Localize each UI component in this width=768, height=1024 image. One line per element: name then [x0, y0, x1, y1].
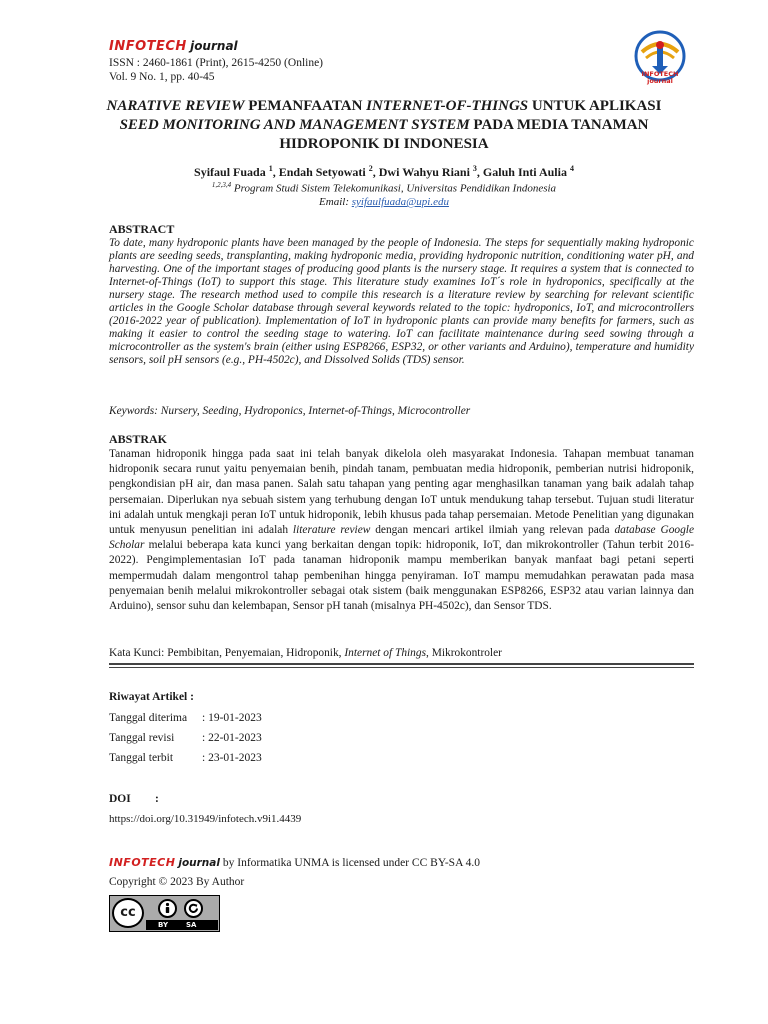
issn: ISSN : 2460-1861 (Print), 2615-4250 (Online): [109, 57, 324, 69]
badge-label-bar: [146, 920, 218, 930]
cc-by-sa-badge[interactable]: [109, 895, 220, 932]
abstrak-keywords: Kata Kunci: Pembibitan, Penyemaian, Hidroponik, Internet of Things, Mikrokontroler: [109, 647, 502, 659]
volume-info: Vol. 9 No. 1, pp. 40-45: [109, 71, 215, 83]
divider-thick: [109, 663, 694, 665]
copyright: Copyright © 2023 By Author: [109, 876, 245, 888]
author-email: Email: syifaulfuada@upi.edu: [319, 196, 449, 208]
journal-logo: [632, 30, 688, 88]
history-received-label: Tanggal diterima: [109, 712, 188, 724]
divider-thin: [109, 667, 694, 668]
logo-caption: INFOTECH journal: [641, 70, 679, 85]
history-revised-label: Tanggal revisi: [109, 732, 175, 744]
history-heading: Riwayat Artikel :: [109, 691, 194, 703]
abstrak-body: Tanaman hidroponik hingga pada saat ini telah banyak dikelola oleh masyarakat Indonesia. Tahapan membuat tanaman hidroponik secara runut yaitu penyemaian benih, pindah tanam, pembuatan media hidroponik, pemberian nutrisi hidroponik, pengkondisian pH air, dan masa panen. Salah satu tahapan yang penting agar menghasilkan tanaman yang baik adalah tahap persemaian. Diperlukan nya sebuah sistem yang terhubung dengan IoT untuk mendukung tahap tersebut. Tujuan studi literatur ini adalah untuk mengkaji peran IoT untuk hidroponik, lebih khusus pada tahap persemaian. Metode Penelitian yang digunakan untuk menyusun penelitian ini adalah literature review dengan mencari artikel ilmiah yang relevan pada database Google Scholar melalui beberapa kata kunci yang berkaitan dengan topik: hidroponik, IoT, dan mikrokontroller (Tahun terbit 2016-2022). Pengimplementasian IoT pada tanaman hidroponik mampu memberikan banyak manfaat bagi petani seperti mempermudah dalam mengontrol tahap pembenihan hingga penyiraman. IoT mampu memudahkan perawatan pada masa penyemaian benih melalui mikrokontroller sebagai otak sistem (baik menggunakan ESP8266, ESP32 atau varian lainnya dan Arduino), sensor suhu dan kelembapan, Sensor pH tanah (misalnya PH-4502c), dan Sensor TDS.: [109, 448, 694, 613]
abstract-heading: ABSTRACT: [109, 222, 175, 236]
history-published-label: Tanggal terbit: [109, 752, 174, 764]
history-revised: : 22-01-2023: [202, 732, 262, 744]
doi-link[interactable]: https://doi.org/10.31949/infotech.v9i1.4439: [109, 813, 302, 825]
journal-brand: [109, 38, 238, 54]
abstract-keywords: Keywords: Nursery, Seeding, Hydroponics, Internet-of-Things, Microcontroller: [109, 405, 471, 417]
brand-suffix: journal: [190, 39, 238, 53]
history-published: : 23-01-2023: [202, 752, 262, 764]
affiliation: $^{1,2,3,4}$ Program Studi Sistem Telekomunikasi, Universitas Pendidikan Indonesia: [211, 181, 557, 195]
badge-by-label: BY: [158, 921, 169, 929]
share-alike-icon: [184, 899, 203, 918]
author-list: Syifaul Fuada $^1$, Endah Setyowati $^2$, Dwi Wahyu Riani $^3$, Galuh Inti Aulia $^4$: [194, 164, 574, 179]
abstract-body: To date, many hydroponic plants have been managed by the people of Indonesia. The steps for sequentially making hydroponic plants are seeding seeds, transplanting, making hydroponic media, providing hydroponic nutrition, conditioning water pH, and harvesting. One of the important stages of producing good plants is the nursery stage. It requires a system that is connected to Internet-of-Things (IoT) to support this stage. This literature study examines IoT´s role in hydroponics, specifically at the nursery stage. The research method used to compile this research is a literature review by searching for relevant scientific articles in the Google Scholar database through several keywords related to the topic: hydroponics, IoT, and microcontrollers (2016-2022 year of publication). Implementation of IoT in hydroponic plants can provide many benefits for farmers, such as making it easier to control the seeding stage to watering. IoT can facilitate maintenance during seed sowing through a microcontroller as the system's brain (either using ESP8266, ESP32, or other variants and Arduino), temperature and humidity sensors, soil pH sensors (e.g., PH-4502c), and Dissolved Solids (TDS) sensor.: [109, 237, 694, 367]
doi-colon: :: [155, 793, 159, 805]
doi-label: DOI: [109, 793, 131, 805]
cc-icon: cc: [112, 898, 144, 928]
license-statement: INFOTECH journal by Informatika UNMA is licensed under CC BY-SA 4.0: [109, 856, 480, 869]
abstrak-heading: ABSTRAK: [109, 432, 168, 446]
brand-name: INFOTECH: [109, 39, 187, 54]
badge-sa-label: SA: [186, 921, 197, 929]
email-link[interactable]: syifaulfuada@upi.edu: [351, 196, 449, 208]
paper-title: NARATIVE REVIEW PEMANFAATAN INTERNET-OF-THINGS UNTUK APLIKASI SEED MONITORING AND MANAGEMENT SYSTEM PADA MEDIA TANAMAN HIDROPONIK DI INDONESIA: [106, 98, 662, 152]
by-person-icon: [158, 899, 177, 918]
history-received: : 19-01-2023: [202, 712, 262, 724]
